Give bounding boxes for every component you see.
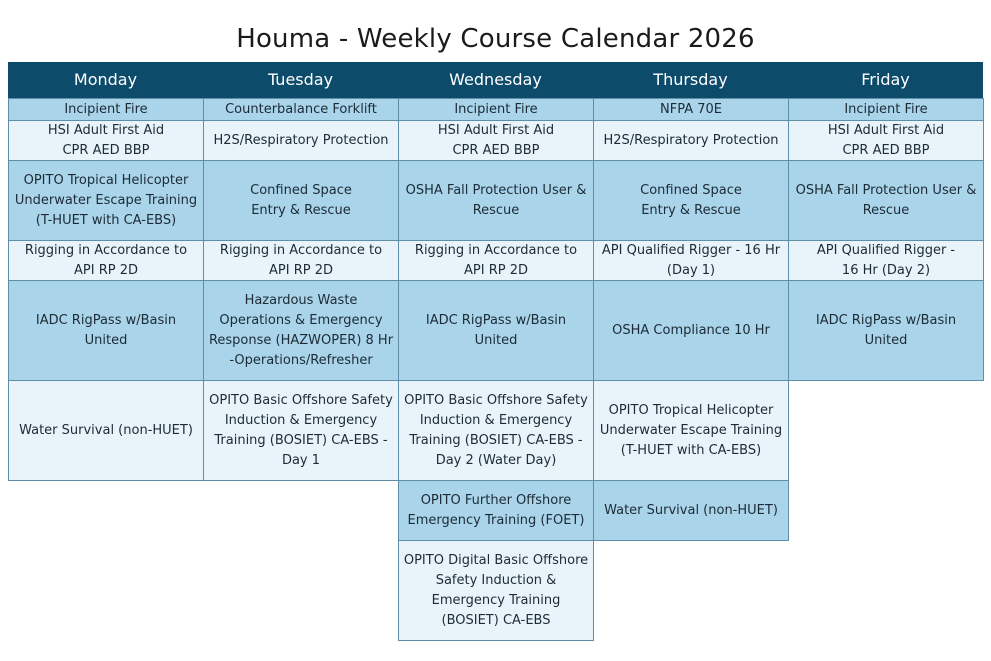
course-cell: OPITO Digital Basic Offshore Safety Induction & Emergency Training (BOSIET) CA-EBS xyxy=(398,540,594,641)
day-header-wednesday: Wednesday xyxy=(449,70,542,89)
course-cell: IADC RigPass w/Basin United xyxy=(788,280,984,381)
course-cell: Counterbalance Forklift xyxy=(203,98,399,121)
course-cell: API Qualified Rigger - 16 Hr (Day 1) xyxy=(593,240,789,281)
course-cell: API Qualified Rigger - 16 Hr (Day 2) xyxy=(788,240,984,281)
day-header-friday: Friday xyxy=(861,70,910,89)
course-cell: IADC RigPass w/Basin United xyxy=(398,280,594,381)
course-cell: Hazardous Waste Operations & Emergency Response (HAZWOPER) 8 Hr -Operations/Refresher xyxy=(203,280,399,381)
day-header-tuesday: Tuesday xyxy=(267,70,334,89)
course-cell: Incipient Fire xyxy=(788,98,984,121)
course-cell: OPITO Further Offshore Emergency Training (FOET) xyxy=(398,480,594,541)
page-title: Houma - Weekly Course Calendar 2026 xyxy=(236,24,755,54)
course-cell: Confined Space Entry & Rescue xyxy=(593,160,789,241)
day-header-monday: Monday xyxy=(73,70,138,89)
course-cell: OPITO Basic Offshore Safety Induction & Emergency Training (BOSIET) CA-EBS - Day 1 xyxy=(203,380,399,481)
course-cell: H2S/Respiratory Protection xyxy=(203,120,399,161)
course-cell: Incipient Fire xyxy=(398,98,594,121)
course-cell: Confined Space Entry & Rescue xyxy=(203,160,399,241)
course-cell: Water Survival (non-HUET) xyxy=(8,380,204,481)
day-header-thursday: Thursday xyxy=(653,70,728,89)
course-cell: OSHA Fall Protection User & Rescue xyxy=(398,160,594,241)
course-cell: OSHA Compliance 10 Hr xyxy=(593,280,789,381)
course-cell: NFPA 70E xyxy=(593,98,789,121)
course-cell: OPITO Basic Offshore Safety Induction & Emergency Training (BOSIET) CA-EBS - Day 2 (Water Day) xyxy=(398,380,594,481)
course-cell: Rigging in Accordance to API RP 2D xyxy=(398,240,594,281)
course-cell: Incipient Fire xyxy=(8,98,204,121)
course-cell: OPITO Tropical Helicopter Underwater Escape Training (T-HUET with CA-EBS) xyxy=(593,380,789,481)
course-cell: H2S/Respiratory Protection xyxy=(593,120,789,161)
course-cell: OSHA Fall Protection User & Rescue xyxy=(788,160,984,241)
course-cell: IADC RigPass w/Basin United xyxy=(8,280,204,381)
course-cell: HSI Adult First Aid CPR AED BBP xyxy=(8,120,204,161)
course-cell: HSI Adult First Aid CPR AED BBP xyxy=(788,120,984,161)
course-cell: HSI Adult First Aid CPR AED BBP xyxy=(398,120,594,161)
course-cell: Rigging in Accordance to API RP 2D xyxy=(8,240,204,281)
course-cell: Rigging in Accordance to API RP 2D xyxy=(203,240,399,281)
course-cell: OPITO Tropical Helicopter Underwater Escape Training (T-HUET with CA-EBS) xyxy=(8,160,204,241)
course-cell: Water Survival (non-HUET) xyxy=(593,480,789,541)
